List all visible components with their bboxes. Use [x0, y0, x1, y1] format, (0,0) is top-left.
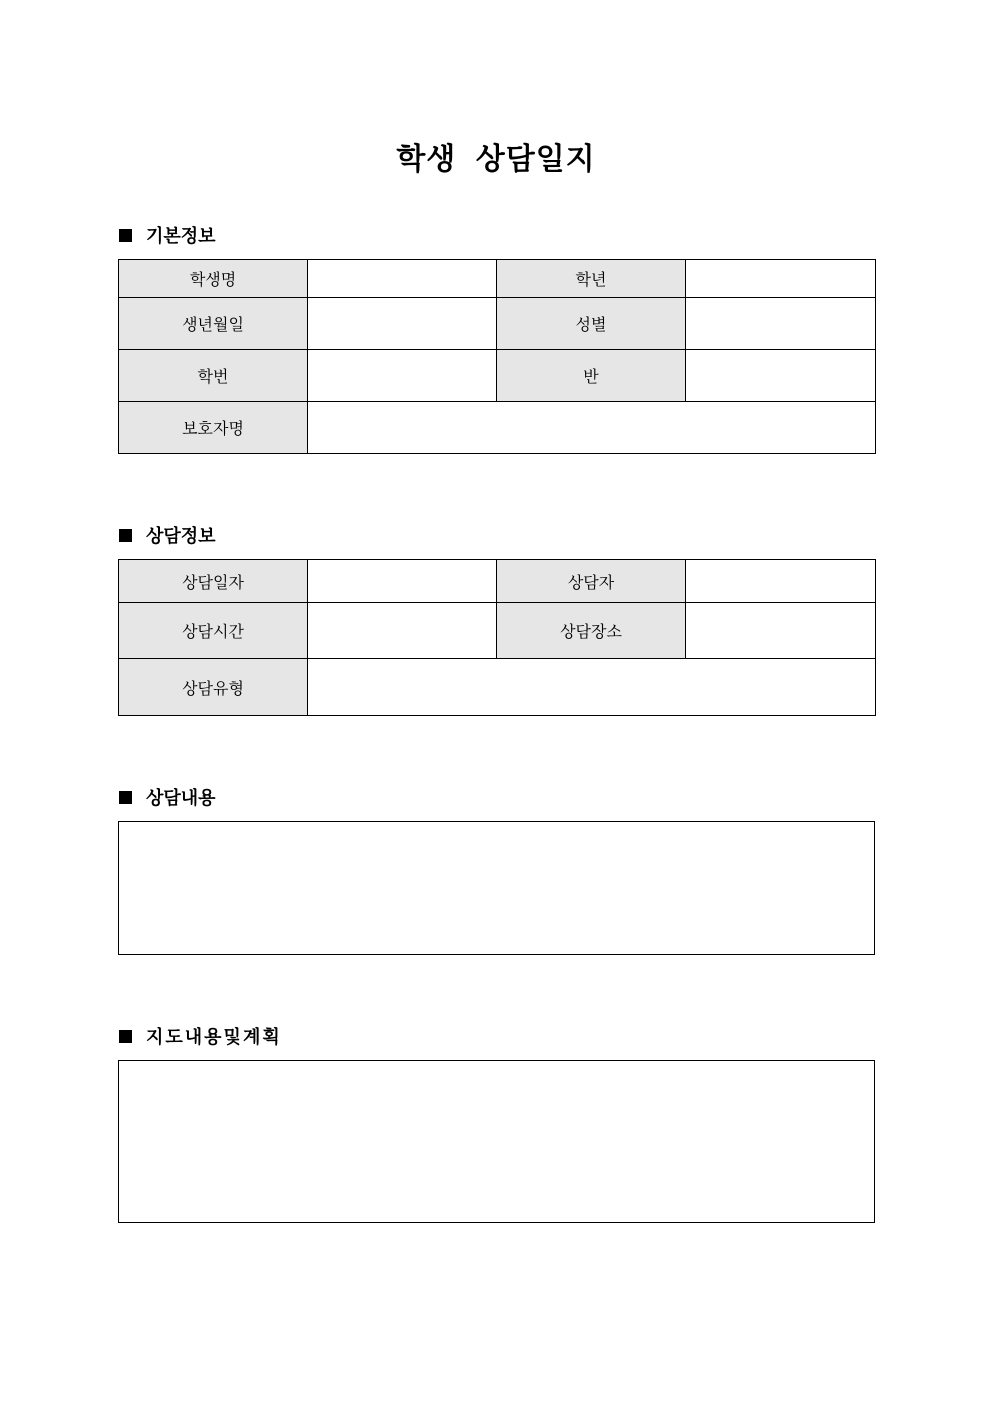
field-counsel-place[interactable] — [686, 603, 876, 659]
field-student-name[interactable] — [308, 260, 497, 298]
section-heading-label: 지도내용및계획 — [146, 1027, 282, 1048]
black-square-icon — [119, 229, 132, 242]
field-birth-date[interactable] — [308, 298, 497, 350]
black-square-icon — [119, 1030, 132, 1043]
field-student-number[interactable] — [308, 350, 497, 402]
field-grade[interactable] — [686, 260, 876, 298]
table-row — [119, 659, 876, 716]
section-heading-counsel-content — [119, 784, 216, 810]
field-class[interactable] — [686, 350, 876, 402]
black-square-icon — [119, 791, 132, 804]
guidance-plan-box[interactable] — [118, 1060, 875, 1223]
table-row — [119, 260, 876, 298]
field-counsel-date[interactable] — [308, 560, 497, 603]
field-counsel-type[interactable] — [308, 659, 876, 716]
section-heading-label: 상담정보 — [146, 526, 216, 547]
label-student-number: 학번 — [119, 350, 308, 402]
field-counselor[interactable] — [686, 560, 876, 603]
section-heading-basic-info — [119, 222, 216, 248]
label-grade: 학년 — [497, 260, 686, 298]
label-counsel-date: 상담일자 — [119, 560, 308, 603]
section-heading-label: 상담내용 — [146, 788, 216, 809]
label-guardian-name: 보호자명 — [119, 402, 308, 454]
section-heading-guidance-plan — [119, 1023, 282, 1049]
label-gender: 성별 — [497, 298, 686, 350]
label-counselor: 상담자 — [497, 560, 686, 603]
table-row — [119, 350, 876, 402]
section-heading-label: 기본정보 — [146, 226, 216, 247]
field-gender[interactable] — [686, 298, 876, 350]
field-guardian-name[interactable] — [308, 402, 876, 454]
table-row — [119, 298, 876, 350]
label-class: 반 — [497, 350, 686, 402]
label-birth-date: 생년월일 — [119, 298, 308, 350]
table-row — [119, 603, 876, 659]
section-heading-counsel-info — [119, 522, 216, 548]
label-counsel-place: 상담장소 — [497, 603, 686, 659]
counsel-content-box[interactable] — [118, 821, 875, 955]
basic-info-table — [118, 259, 876, 454]
counsel-info-table — [118, 559, 876, 716]
label-student-name: 학생명 — [119, 260, 308, 298]
table-row — [119, 402, 876, 454]
black-square-icon — [119, 529, 132, 542]
table-row — [119, 560, 876, 603]
label-counsel-time: 상담시간 — [119, 603, 308, 659]
field-counsel-time[interactable] — [308, 603, 497, 659]
page-title: 학생 상담일지 — [396, 142, 596, 177]
label-counsel-type: 상담유형 — [119, 659, 308, 716]
